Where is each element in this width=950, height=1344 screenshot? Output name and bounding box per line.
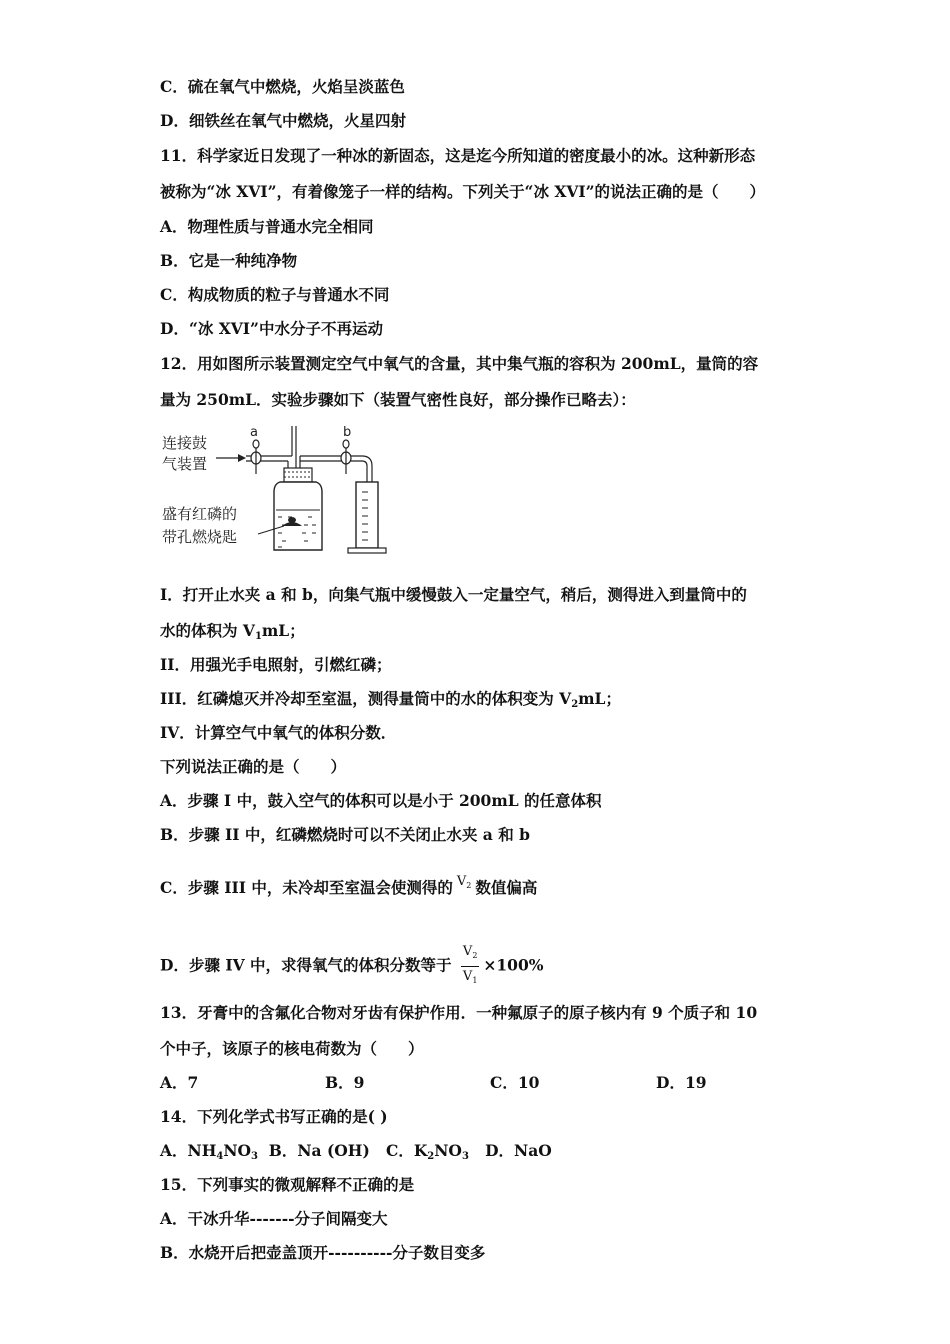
figure-label-spoon-line1: 盛有红磷的 — [162, 505, 238, 523]
oxygen-measurement-apparatus — [158, 422, 408, 557]
q12-option-b: B．步骤 II 中，红磷燃烧时可以不关闭止水夹 a 和 b — [160, 825, 530, 844]
q15-stem: 15．下列事实的微观解释不正确的是 — [160, 1175, 415, 1194]
clip-a — [251, 440, 261, 474]
q10-option-d: D．细铁丝在氧气中燃烧，火星四射 — [160, 111, 406, 130]
q12-step-2: II．用强光手电照射，引燃红磷； — [160, 655, 392, 674]
q11-option-d: D．“冰 XVI”中水分子不再运动 — [160, 319, 383, 338]
q12-stem-line2: 量为 250mL．实验步骤如下（装置气密性良好，部分操作已略去）： — [160, 390, 636, 409]
q15-option-b: B．水烧开后把壶盖顶开----------分子数目变多 — [160, 1243, 486, 1262]
q13-option-a: A．7 — [160, 1073, 199, 1092]
q10-option-c: C．硫在氧气中燃烧，火焰呈淡蓝色 — [160, 77, 405, 96]
cylinder-base — [348, 548, 386, 553]
arrow-head — [238, 454, 246, 462]
q12-step-4: IV．计算空气中氧气的体积分数． — [160, 723, 397, 742]
q13-option-d: D．19 — [656, 1073, 707, 1092]
figure-label-a: a — [250, 425, 258, 440]
gas-collecting-bottle — [274, 482, 322, 550]
q13-stem-line1: 13．牙膏中的含氟化合物对牙齿有保护作用．一种氟原子的原子核内有 9 个质子和 10 — [160, 1003, 758, 1022]
q12-option-a: A．步骤 I 中，鼓入空气的体积可以是小于 200mL 的任意体积 — [160, 791, 602, 810]
q15-option-a: A．干冰升华-------分子间隔变大 — [160, 1209, 388, 1228]
rubber-stopper — [284, 468, 312, 482]
q14-options — [160, 1141, 552, 1167]
figure-label-spoon-line2: 带孔燃烧匙 — [162, 528, 238, 546]
q11-option-a: A．物理性质与普通水完全相同 — [160, 217, 374, 236]
q12-question: 下列说法正确的是（ ） — [160, 757, 347, 776]
q14-option-d: D．NaO — [485, 1141, 552, 1160]
clip-b — [341, 440, 351, 474]
figure-label-b: b — [343, 425, 352, 440]
q12-step-3: III．红磷熄灭并冷却至室温，测得量筒中的水的体积变为 $V_2mL$； — [160, 689, 621, 710]
q14-option-c: C．$K_2NO_3$ — [385, 1141, 469, 1162]
q11-option-b: B．它是一种纯净物 — [160, 251, 298, 270]
q11-option-c: C．构成物质的粒子与普通水不同 — [160, 285, 390, 304]
figure-label-gas-line2: 气装置 — [162, 455, 208, 473]
v2-symbol: $V_2$ — [456, 874, 472, 890]
figure-label-gas-line1: 连接鼓 — [162, 434, 208, 452]
q14-stem: 14．下列化学式书写正确的是( ) — [160, 1107, 388, 1126]
q13-stem-line2: 个中子，该原子的核电荷数为（ ） — [160, 1039, 424, 1058]
q13-option-b: B．9 — [325, 1073, 365, 1092]
q14-option-a: A．$NH_4NO_3$ — [160, 1141, 258, 1162]
q13-option-c: C．10 — [490, 1073, 540, 1092]
q12-stem-line1: 12．用如图所示装置测定空气中氧气的含量，其中集气瓶的容积为 200mL，量筒的容 — [160, 354, 759, 373]
q12-option-d: D．步骤 IV 中，求得氧气的体积分数等于 $\frac{V_2}{V_1}$ ×100% — [160, 942, 543, 991]
q14-option-b: B．Na (OH) — [268, 1141, 370, 1160]
q12-option-c: C．步骤 III 中，未冷却至室温会使测得的 $V_2$ 数值偏高 — [160, 874, 538, 897]
q11-stem-line2: 被称为“冰 XVI”，有着像笼子一样的结构。下列关于“冰 XVI”的说法正确的是（ ） — [160, 182, 766, 201]
q11-stem-line1: 11．科学家近日发现了一种冰的新固态，这是迄今所知道的密度最小的冰。这种新形态 — [160, 146, 756, 165]
v2-over-v1-fraction: $\frac{V_2}{V_1}$ — [461, 942, 479, 991]
q12-step-1-line2: 水的体积为 $V_1mL$； — [160, 621, 305, 642]
q12-step-1-line1: I．打开止水夹 a 和 b，向集气瓶中缓慢鼓入一定量空气，稍后，测得进入到量筒中的 — [160, 585, 747, 604]
